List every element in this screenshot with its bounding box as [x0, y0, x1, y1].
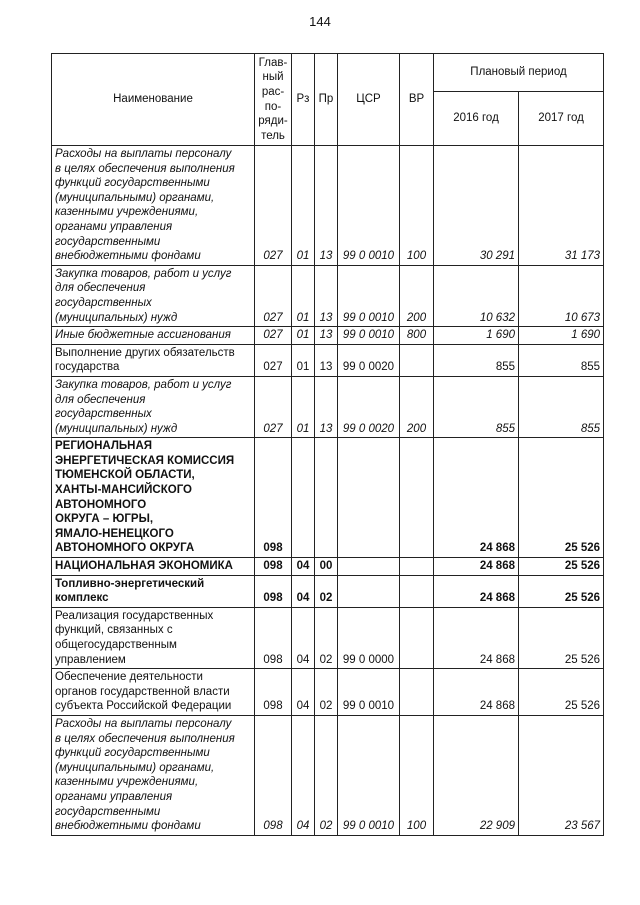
row-pr: 02 [315, 715, 338, 835]
row-value-2017: 25 526 [519, 669, 604, 716]
row-name: Расходы на выплаты персоналу в целях обеспечения выполнения функций государственными (муниципальными) органами, казенными учреждениями, органами управления государственными внебюджетными фондами [52, 715, 255, 835]
row-vr: 800 [400, 327, 434, 345]
header-vr: ВР [400, 54, 434, 146]
row-rz: 01 [292, 327, 315, 345]
header-year-2017: 2017 год [519, 92, 604, 146]
row-vr [400, 607, 434, 668]
row-value-2017: 855 [519, 376, 604, 437]
row-pr: 02 [315, 607, 338, 668]
row-value-2016: 24 868 [434, 607, 519, 668]
row-rz: 01 [292, 376, 315, 437]
row-pr: 02 [315, 575, 338, 607]
row-pr: 00 [315, 558, 338, 576]
row-value-2016: 855 [434, 376, 519, 437]
row-value-2016: 1 690 [434, 327, 519, 345]
header-planned-period: Плановый период [434, 54, 604, 92]
row-pr: 13 [315, 376, 338, 437]
row-main-manager: 027 [255, 265, 292, 326]
row-csr: 99 0 0010 [338, 327, 400, 345]
row-vr [400, 438, 434, 558]
row-rz: 04 [292, 607, 315, 668]
table-row [52, 715, 604, 835]
row-main-manager: 098 [255, 438, 292, 558]
table-row [52, 146, 604, 266]
row-csr: 99 0 0020 [338, 376, 400, 437]
row-value-2017: 25 526 [519, 558, 604, 576]
row-main-manager: 098 [255, 607, 292, 668]
row-main-manager: 027 [255, 344, 292, 376]
row-rz: 01 [292, 265, 315, 326]
row-name: Иные бюджетные ассигнования [52, 327, 255, 345]
row-value-2017: 10 673 [519, 265, 604, 326]
row-pr: 13 [315, 265, 338, 326]
row-csr: 99 0 0020 [338, 344, 400, 376]
table-row [52, 265, 604, 326]
row-main-manager: 098 [255, 715, 292, 835]
row-value-2016: 855 [434, 344, 519, 376]
row-csr [338, 558, 400, 576]
row-main-manager: 027 [255, 327, 292, 345]
table-row [52, 327, 604, 345]
header-pr: Пр [315, 54, 338, 146]
row-value-2016: 10 632 [434, 265, 519, 326]
row-csr: 99 0 0000 [338, 607, 400, 668]
row-name: РЕГИОНАЛЬНАЯ ЭНЕРГЕТИЧЕСКАЯ КОМИССИЯ ТЮМЕНСКОЙ ОБЛАСТИ, ХАНТЫ-МАНСИЙСКОГО АВТОНОМНОГО ОКРУГА – ЮГРЫ, ЯМАЛО-НЕНЕЦКОГО АВТОНОМНОГО ОКРУГА [52, 438, 255, 558]
header-main-manager: Глав- ный рас- по- ряди- тель [255, 54, 292, 146]
row-vr [400, 669, 434, 716]
row-value-2016: 24 868 [434, 438, 519, 558]
table-row [52, 575, 604, 607]
row-pr: 13 [315, 344, 338, 376]
row-value-2016: 24 868 [434, 669, 519, 716]
row-name: Реализация государственных функций, связанных с общегосударственным управлением [52, 607, 255, 668]
row-name: Обеспечение деятельности органов государственной власти субъекта Российской Федерации [52, 669, 255, 716]
row-value-2016: 24 868 [434, 575, 519, 607]
row-csr [338, 438, 400, 558]
row-vr: 100 [400, 146, 434, 266]
row-value-2017: 855 [519, 344, 604, 376]
row-rz: 01 [292, 344, 315, 376]
row-main-manager: 098 [255, 575, 292, 607]
row-pr [315, 438, 338, 558]
row-value-2017: 25 526 [519, 575, 604, 607]
row-value-2017: 1 690 [519, 327, 604, 345]
row-vr: 200 [400, 265, 434, 326]
table-header [52, 54, 604, 146]
row-rz [292, 438, 315, 558]
row-csr: 99 0 0010 [338, 715, 400, 835]
row-vr: 100 [400, 715, 434, 835]
row-value-2016: 24 868 [434, 558, 519, 576]
header-csr: ЦСР [338, 54, 400, 146]
row-name: Выполнение других обязательств государства [52, 344, 255, 376]
row-csr [338, 575, 400, 607]
row-csr: 99 0 0010 [338, 669, 400, 716]
table-body [52, 146, 604, 836]
page-number: 144 [309, 14, 331, 29]
table-row [52, 376, 604, 437]
row-vr [400, 558, 434, 576]
row-name: Топливно-энергетический комплекс [52, 575, 255, 607]
row-name: Закупка товаров, работ и услуг для обеспечения государственных (муниципальных) нужд [52, 265, 255, 326]
row-main-manager: 098 [255, 669, 292, 716]
row-rz: 04 [292, 669, 315, 716]
budget-table [51, 53, 604, 836]
row-rz: 04 [292, 575, 315, 607]
row-pr: 13 [315, 327, 338, 345]
row-csr: 99 0 0010 [338, 146, 400, 266]
row-vr [400, 575, 434, 607]
header-year-2016: 2016 год [434, 92, 519, 146]
row-value-2017: 25 526 [519, 438, 604, 558]
table-row [52, 669, 604, 716]
row-vr: 200 [400, 376, 434, 437]
table-row [52, 438, 604, 558]
row-main-manager: 027 [255, 376, 292, 437]
table-row [52, 558, 604, 576]
row-name: Расходы на выплаты персоналу в целях обеспечения выполнения функций государственными (муниципальными) органами, казенными учреждениями, органами управления государственными внебюджетными фондами [52, 146, 255, 266]
row-name: Закупка товаров, работ и услуг для обеспечения государственных (муниципальных) нужд [52, 376, 255, 437]
row-value-2017: 23 567 [519, 715, 604, 835]
row-rz: 04 [292, 558, 315, 576]
row-name: НАЦИОНАЛЬНАЯ ЭКОНОМИКА [52, 558, 255, 576]
table-row [52, 607, 604, 668]
row-pr: 02 [315, 669, 338, 716]
row-pr: 13 [315, 146, 338, 266]
header-rz: Рз [292, 54, 315, 146]
row-value-2016: 30 291 [434, 146, 519, 266]
row-rz: 04 [292, 715, 315, 835]
row-value-2017: 25 526 [519, 607, 604, 668]
row-rz: 01 [292, 146, 315, 266]
row-csr: 99 0 0010 [338, 265, 400, 326]
row-main-manager: 027 [255, 146, 292, 266]
row-value-2017: 31 173 [519, 146, 604, 266]
row-vr [400, 344, 434, 376]
table-row [52, 344, 604, 376]
row-main-manager: 098 [255, 558, 292, 576]
header-name: Наименование [52, 54, 255, 146]
row-value-2016: 22 909 [434, 715, 519, 835]
